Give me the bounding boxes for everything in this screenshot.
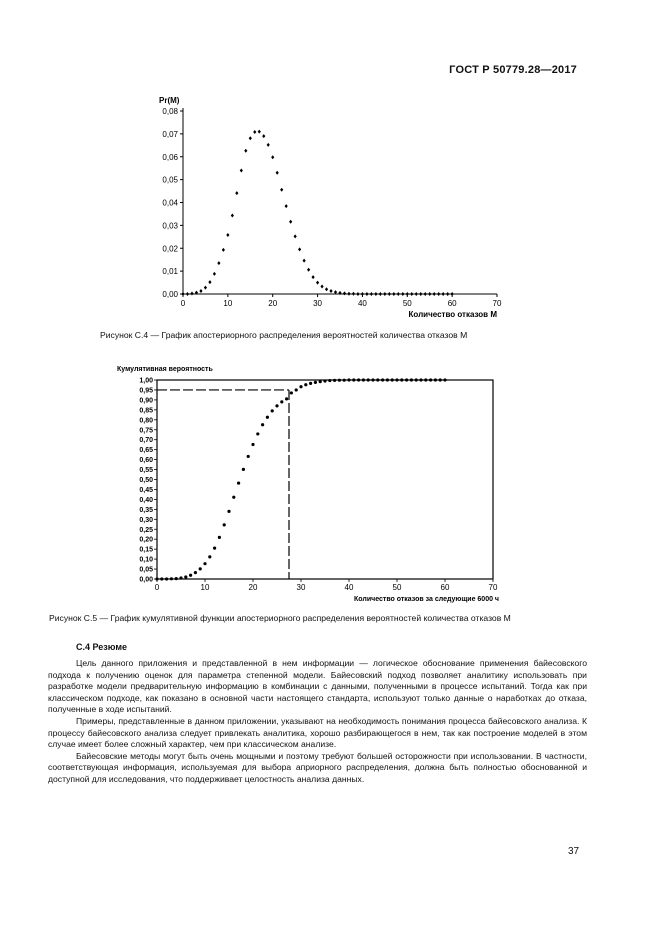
paragraph: Цель данного приложения и представленной в нем информации — логическое обоснование применения байесовского подхода к получению оценок для параметра степенной модели. Байесовский подход позволяет аналитику использовать при разработке модели предварительную информацию в комбинации с данными, полученными в процессе испытаний. Тогда как при классическом подходе, как показано в основной части настоящего стандарта, используют только данные о наработках до отказа, полученные в ходе испытаний. xyxy=(48,658,587,715)
x-tick-label: 70 xyxy=(492,299,502,308)
data-point xyxy=(333,379,336,382)
data-point xyxy=(347,292,350,296)
paragraph: Примеры, представленные в данном приложении, указывают на необходимость понимания процесса байесовского анализа. К процессу байесовского анализа следует привлекать аналитика, хорошо разбирающегося в нем, так как построение моделей в этом случае имеет более сложный характер, чем при классическом анализе. xyxy=(48,715,587,750)
data-point xyxy=(289,220,292,224)
data-point xyxy=(319,380,322,383)
data-point xyxy=(223,523,226,526)
x-tick-label: 40 xyxy=(357,299,367,308)
data-point xyxy=(443,378,446,381)
data-point xyxy=(304,383,307,386)
data-point xyxy=(320,284,323,288)
data-point xyxy=(232,496,235,499)
chart-c5 xyxy=(117,366,499,603)
data-point xyxy=(179,576,182,579)
data-point xyxy=(251,443,254,446)
data-point xyxy=(329,289,332,293)
data-point xyxy=(361,292,364,296)
y-tick-label: 0,25 xyxy=(139,526,153,534)
data-point xyxy=(266,416,269,419)
x-tick-label: 20 xyxy=(268,299,278,308)
data-point xyxy=(392,292,395,296)
data-point xyxy=(415,292,418,296)
data-point xyxy=(386,378,389,381)
data-point xyxy=(170,577,173,580)
x-tick-label: 0 xyxy=(154,583,160,592)
data-point xyxy=(397,292,400,296)
data-point xyxy=(262,134,265,138)
figure-c4-caption: Рисунок С.4 — График апостериорного распределения вероятностей количества отказов M xyxy=(100,330,468,340)
data-point xyxy=(311,275,314,279)
y-tick-label: 0,06 xyxy=(162,152,178,162)
x-tick-label: 70 xyxy=(488,583,498,592)
x-tick-label: 0 xyxy=(180,299,186,308)
data-point xyxy=(242,468,245,471)
data-point xyxy=(203,562,206,565)
standard-code: ГОСТ Р 50779.28—2017 xyxy=(449,64,577,76)
data-point xyxy=(401,292,404,296)
data-point xyxy=(442,292,445,296)
data-point xyxy=(213,272,216,276)
data-point xyxy=(419,378,422,381)
y-tick-label: 0,65 xyxy=(139,447,153,455)
data-point xyxy=(235,191,238,195)
y-tick-label: 0,70 xyxy=(139,437,153,445)
data-point xyxy=(184,575,187,578)
y-tick-label: 0,15 xyxy=(139,546,153,554)
data-point xyxy=(199,289,202,293)
section-body xyxy=(48,658,587,786)
y-tick-label: 0,08 xyxy=(162,107,178,116)
y-tick-label: 0,45 xyxy=(139,486,153,494)
chart-c4 xyxy=(159,96,502,319)
data-point xyxy=(367,378,370,381)
y-tick-label: 0,00 xyxy=(162,290,178,299)
y-tick-label: 0,30 xyxy=(139,516,153,524)
y-tick-label: 1,00 xyxy=(139,377,153,385)
data-point xyxy=(181,292,184,296)
data-point xyxy=(175,577,178,580)
data-point xyxy=(227,510,230,513)
data-point xyxy=(249,136,252,140)
data-point xyxy=(343,379,346,382)
data-point xyxy=(244,149,247,153)
y-tick-label: 0,85 xyxy=(139,407,153,415)
data-point xyxy=(379,292,382,296)
y-tick-label: 0,75 xyxy=(139,427,153,435)
data-point xyxy=(303,259,306,263)
page-number: 37 xyxy=(568,846,580,857)
data-point xyxy=(217,261,220,265)
y-tick-label: 0,04 xyxy=(162,198,178,208)
x-tick-label: 30 xyxy=(296,583,306,592)
data-point xyxy=(208,555,211,558)
data-point xyxy=(231,214,234,218)
data-point xyxy=(323,379,326,382)
y-tick-label: 0,20 xyxy=(139,536,153,544)
y-tick-label: 0,60 xyxy=(139,457,153,465)
data-point xyxy=(391,378,394,381)
data-point xyxy=(419,292,422,296)
data-point xyxy=(328,379,331,382)
data-point xyxy=(295,388,298,391)
x-tick-label: 50 xyxy=(402,299,412,308)
paragraph: Байесовские методы могут быть очень мощными и поэтому требуют большей осторожности при использовании. В частности, соответствующая информация, используемая для выбора априорного распределения, должна быть полностью обоснованной и доступной для исследования, что поддерживает целостность анализа данных. xyxy=(48,750,587,784)
data-point xyxy=(376,378,379,381)
data-point xyxy=(365,292,368,296)
y-axis-label: Pr(M) xyxy=(159,96,180,105)
data-point xyxy=(370,292,373,296)
data-point xyxy=(280,400,283,403)
data-point xyxy=(294,234,297,238)
data-point xyxy=(298,247,301,251)
y-tick-label: 0,05 xyxy=(162,175,178,185)
data-point xyxy=(395,378,398,381)
y-tick-label: 0,80 xyxy=(139,417,153,425)
x-tick-label: 10 xyxy=(223,299,233,308)
data-point xyxy=(356,292,359,296)
y-tick-label: 0,02 xyxy=(162,244,178,254)
data-point xyxy=(428,292,431,296)
data-point xyxy=(186,292,189,296)
data-point xyxy=(439,378,442,381)
data-point xyxy=(424,292,427,296)
data-point xyxy=(406,292,409,296)
y-tick-label: 0,55 xyxy=(139,467,153,475)
data-point xyxy=(433,292,436,296)
section-title: С.4 Резюме xyxy=(76,642,127,652)
data-point xyxy=(400,378,403,381)
data-point xyxy=(347,378,350,381)
data-point xyxy=(352,292,355,296)
data-point xyxy=(316,281,319,285)
data-point xyxy=(276,171,279,175)
data-point xyxy=(290,391,293,394)
y-tick-label: 0,07 xyxy=(162,129,178,139)
data-point xyxy=(357,378,360,381)
data-point xyxy=(256,432,259,435)
data-point xyxy=(429,378,432,381)
y-tick-label: 0,10 xyxy=(139,556,153,564)
y-tick-label: 0,05 xyxy=(139,566,153,574)
data-point xyxy=(338,379,341,382)
data-point xyxy=(285,204,288,208)
y-tick-label: 0,40 xyxy=(139,496,153,504)
data-point xyxy=(381,378,384,381)
y-tick-label: 0,35 xyxy=(139,506,153,514)
data-point xyxy=(222,248,225,252)
data-point xyxy=(410,378,413,381)
data-point xyxy=(451,292,454,296)
x-tick-label: 30 xyxy=(313,299,323,308)
data-point xyxy=(325,287,328,291)
data-point xyxy=(362,378,365,381)
y-tick-label: 0,95 xyxy=(139,387,153,395)
data-point xyxy=(218,536,221,539)
data-point xyxy=(165,577,168,580)
data-point xyxy=(204,286,207,290)
data-point xyxy=(208,280,211,284)
data-point xyxy=(199,567,202,570)
y-tick-label: 0,01 xyxy=(162,267,178,277)
x-axis-label: Количество отказов M xyxy=(408,310,497,319)
data-point xyxy=(271,155,274,159)
data-point xyxy=(280,188,283,192)
data-point xyxy=(383,292,386,296)
data-point xyxy=(155,577,158,580)
y-tick-label: 0,90 xyxy=(139,397,153,405)
data-point xyxy=(261,423,264,426)
data-point xyxy=(446,292,449,296)
data-point xyxy=(410,292,413,296)
data-point xyxy=(247,455,250,458)
x-tick-label: 10 xyxy=(200,583,210,592)
y-tick-label: 0,00 xyxy=(139,576,153,584)
data-point xyxy=(371,378,374,381)
plot-frame xyxy=(157,380,493,579)
data-point xyxy=(307,268,310,272)
data-point xyxy=(194,571,197,574)
data-point xyxy=(271,409,274,412)
data-point xyxy=(405,378,408,381)
x-tick-label: 20 xyxy=(248,583,258,592)
data-point xyxy=(343,291,346,295)
data-point xyxy=(237,481,240,484)
data-point xyxy=(160,577,163,580)
data-point xyxy=(267,143,270,147)
data-point xyxy=(190,292,193,296)
data-point xyxy=(226,233,229,237)
data-point xyxy=(437,292,440,296)
data-point xyxy=(434,378,437,381)
data-point xyxy=(189,574,192,577)
data-point xyxy=(352,378,355,381)
x-tick-label: 60 xyxy=(447,299,457,308)
data-point xyxy=(424,378,427,381)
y-tick-label: 0,50 xyxy=(139,477,153,484)
data-point xyxy=(285,397,288,400)
data-point xyxy=(275,404,278,407)
data-point xyxy=(314,381,317,384)
y-tick-label: 0,03 xyxy=(162,221,178,231)
data-point xyxy=(415,378,418,381)
data-point xyxy=(240,168,243,172)
data-point xyxy=(374,292,377,296)
figure-c5-caption: Рисунок С.5 — График кумулятивной функции апостериорного распределения вероятностей количества отказов M xyxy=(49,613,511,623)
data-point xyxy=(253,130,256,134)
y-axis-label: Кумулятивная вероятность xyxy=(117,366,213,373)
x-tick-label: 60 xyxy=(440,583,450,592)
data-point xyxy=(299,385,302,388)
data-point xyxy=(213,547,216,550)
x-tick-label: 50 xyxy=(392,583,402,592)
x-tick-label: 40 xyxy=(344,583,354,592)
data-point xyxy=(309,382,312,385)
data-point xyxy=(388,292,391,296)
data-point xyxy=(258,130,261,134)
x-axis-label: Количество отказов за следующие 6000 ч xyxy=(354,596,499,603)
